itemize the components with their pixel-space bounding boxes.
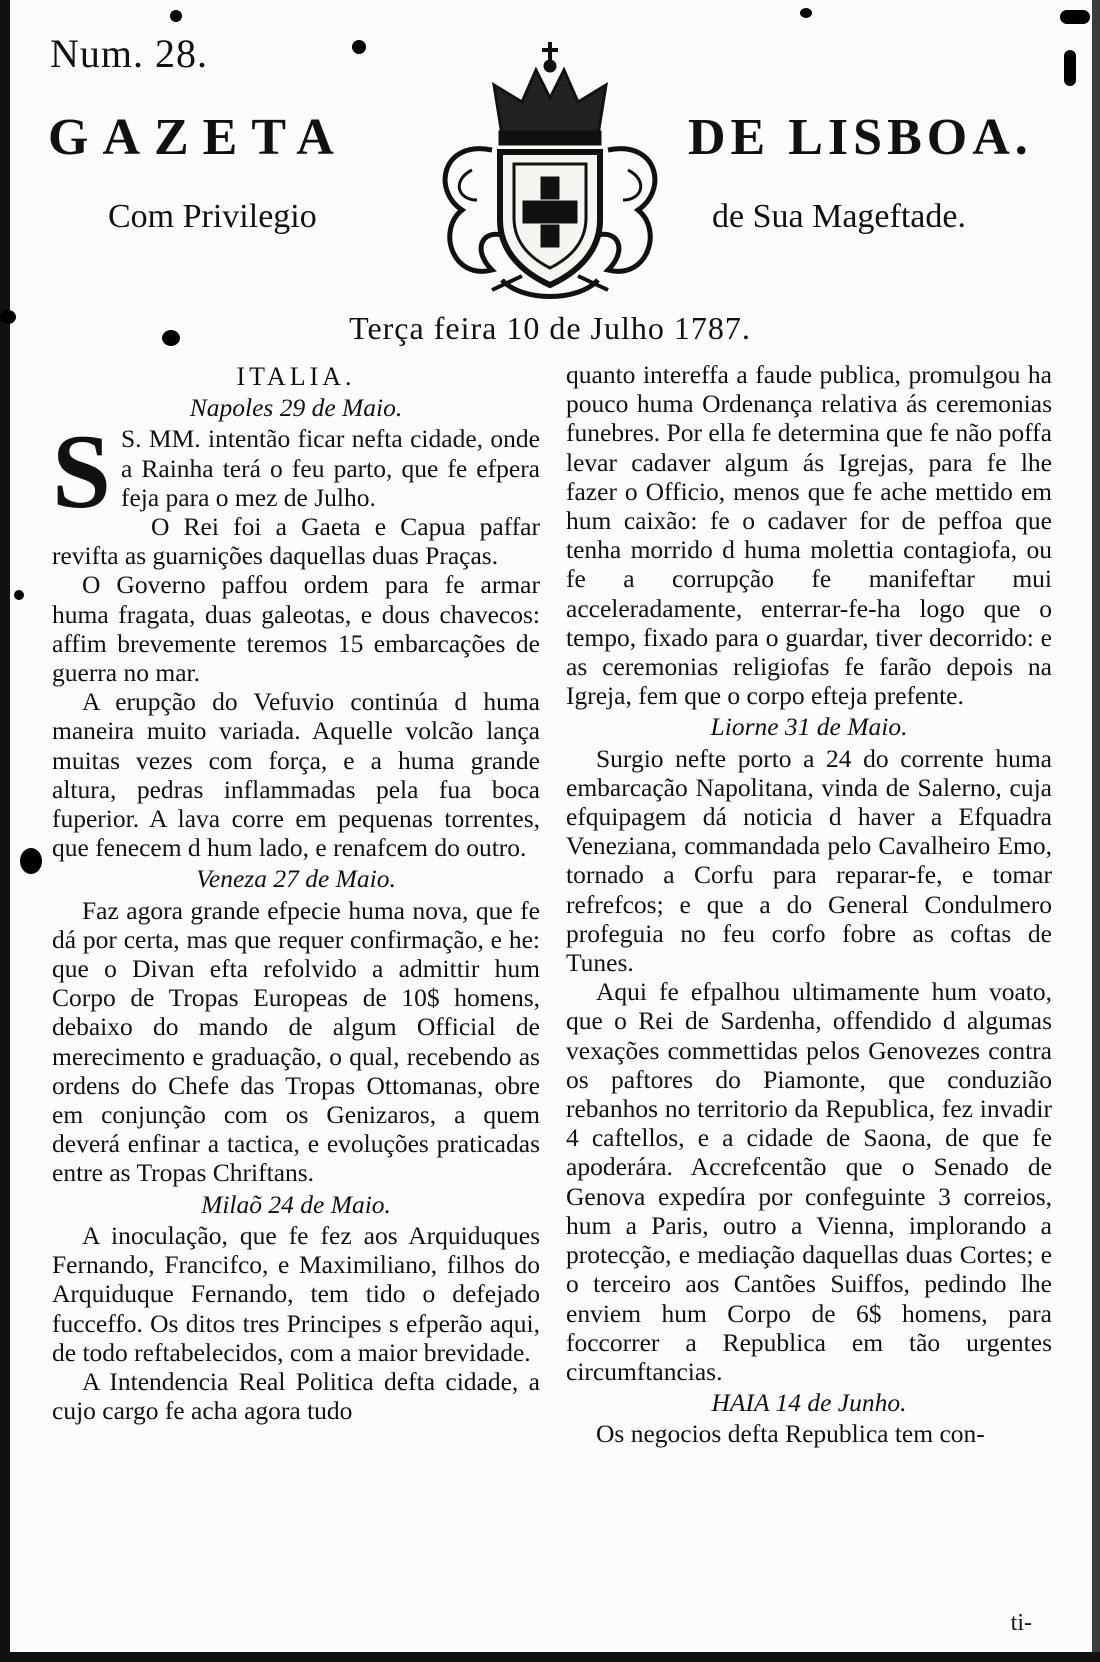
paragraph-liorne-2: Aqui fe efpalhou ultimamente hum voato, que o Rei de Sardenha, offendido d algumas vexações commettidas pelos Genovezes contra os paftores do Piamonte, que conduzião rebanhos no territorio da Republica, fez invadir 4 caftellos, e a cidade de Saona, de que fe apoderára. Accrefcentão que o Senado de Genova expedíra por confeguinte 3 correios, hum a Paris, outro a Vienna, implorando a protecção, e mediação daquellas duas Cortes; e o terceiro aos Cantões Suiffos, pedindo lhe enviem hum Corpo de 6$ homens, para foccorrer a Republica em tão urgentes circumftancias.	[566, 977, 1052, 1386]
catchword: ti-	[1010, 1610, 1032, 1636]
privilege-left: Com Privilegio	[108, 198, 317, 235]
left-column	[52, 360, 540, 1425]
ink-blot	[20, 848, 42, 874]
ink-blot	[352, 40, 366, 54]
dateline-haia: HAIA 14 de Junho.	[711, 1388, 907, 1418]
dateline-liorne: Liorne 31 de Maio.	[710, 712, 908, 742]
right-column	[566, 360, 1052, 1449]
privilege-right: de Sua Mageftade.	[712, 198, 966, 235]
ink-blot	[1060, 10, 1090, 24]
dateline-veneza: Veneza 27 de Maio.	[196, 864, 396, 894]
scan-edge-right	[1092, 0, 1100, 1662]
paragraph-milao-continued: quanto intereffa a faude publica, promulgou ha pouco huma Ordenança relativa ás ceremonias funebres. Por ella fe determina que fe não poffa levar cadaver algum ás Igrejas, para fe lhe fazer o Officio, menos que fe ache mettido em hum caixão: fe o cadaver for de peffoa que tenha morrido d huma molettia contagiofa, ou fe a corrupção fe manifeftar mui acceleradamente, enterrar-fe-ha logo que o tempo, fixado para o guardar, tiver decorrido: e as ceremonias religiofas fe farão depois na Igreja, fem que o corpo efteja prefente.	[566, 360, 1052, 711]
royal-coat-of-arms-icon	[432, 40, 668, 302]
masthead-title-left: GAZETA	[48, 109, 348, 166]
issue-number: Num. 28.	[50, 31, 208, 76]
scan-edge-bottom	[0, 1652, 1100, 1662]
scan-edge-left	[0, 0, 10, 1662]
paragraph-napoles-2: O Rei foi a Gaeta e Capua paffar revifta as guarnições daquellas duas Praças.	[52, 512, 540, 571]
paragraph-veneza: Faz agora grande efpecie huma nova, que fe dá por certa, mas que requer confirmação, e he: que o Divan efta refolvido a admittir hum Corpo de Tropas Europeas de 10$ homens, debaixo do mando de algum Official de merecimento e graduação, o qual, recebendo as ordens do Chefe das Tropas Ottomanas, obre em conjunção com os Genizaros, a quem deverá enfinar a tactica, e evoluções praticadas entre as Tropas Chriftans.	[52, 895, 540, 1188]
paragraph-milao-1: A inoculação, que fe fez aos Arquiduques Fernando, Francifco, e Maximiliano, filhos do Arquiduque Fernando, tem tido o defejado fucceffo. Os ditos tres Principes s efperão aqui, de todo reftabelecidos, com a maior brevidade.	[52, 1220, 540, 1367]
paragraph-milao-2: A Intendencia Real Politica defta cidade, a cujo cargo fe acha agora tudo	[52, 1366, 540, 1426]
ink-blot	[170, 10, 182, 22]
ink-blot	[1064, 50, 1076, 86]
paragraph-napoles-4: A erupção do Vefuvio continúa d huma maneira muito variada. Aquelle volcão lança muitas vezes com força, e a huma grande altura, pedras inflammadas pela fua boca fuperior. A lava corre em pequenas torrentes, que fenecem d hum lado, e renafcem do outro.	[52, 687, 540, 863]
masthead-title-right: DE LISBOA.	[688, 109, 1033, 166]
paragraph-text: S. MM. intentão ficar nefta cidade, onde a Rainha terá o feu parto, que fe efpera feja para o mez de Julho.	[120, 424, 540, 512]
paragraph-haia: Os negocios defta Republica tem con-	[596, 1419, 985, 1449]
section-heading-italia: ITALIA.	[236, 362, 356, 391]
ink-blot	[14, 590, 24, 600]
paragraph-napoles-3: O Governo paffou ordem para fe armar huma fragata, duas galeotas, e dous chavecos: affim brevemente teremos 15 embarcações de guerra no mar.	[52, 570, 540, 688]
paragraph-napoles-1	[52, 413, 540, 531]
ink-blot	[800, 8, 812, 18]
issue-date: Terça feira 10 de Julho 1787.	[349, 310, 751, 346]
drop-cap: S	[52, 413, 111, 531]
dateline-napoles: Napoles 29 de Maio.	[189, 393, 403, 423]
paragraph-liorne-1: Surgio nefte porto a 24 do corrente huma embarcação Napolitana, vinda de Salerno, cuja efquipagem dá noticia d haver a Efquadra Veneziana, commandada pelo Cavalheiro Emo, tornado a Corfu para reparar-fe, e tomar refrefcos; e que a do General Condulmero profeguia no feu corfo fobre as coftas de Tunes.	[566, 743, 1052, 978]
dateline-milao: Milaõ 24 de Maio.	[201, 1189, 391, 1219]
